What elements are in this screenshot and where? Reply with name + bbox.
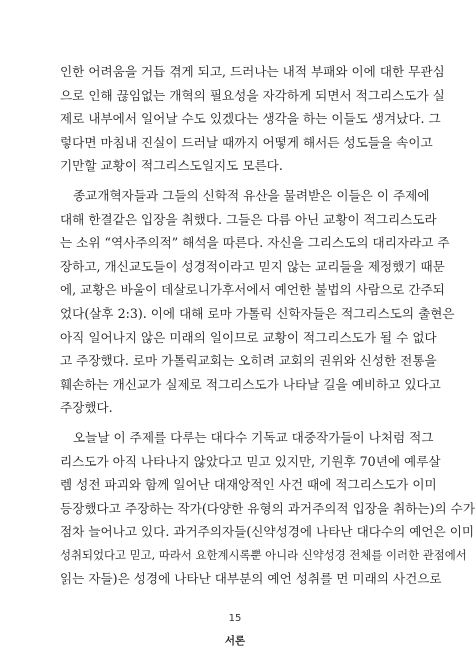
- text-line: 훼손하는 개신교가 실제로 적그리스도가 나타날 길을 예비하고 있다고: [60, 376, 441, 392]
- body-text: [60, 60, 475, 591]
- text-line: 장하고, 개신교도들이 성경적이라고 믿지 않는 교리들을 제정했기 때문: [60, 258, 445, 274]
- text-line: 점차 늘어나고 있다. 과거주의자들(신약성경에 나타난 대다수의 예언은 이미: [60, 524, 475, 540]
- text-line: 는 소위 “역사주의적” 해석을 따른다. 자신을 그리스도의 대리자라고 주: [60, 235, 450, 251]
- text-line: 렘 성전 파괴와 함께 일어난 대재앙적인 사건 때에 적그리스도가 이미: [60, 477, 437, 493]
- text-line: 리스도가 아직 나타나지 않았다고 믿고 있지만, 기원후 70년에 예루살: [60, 453, 441, 469]
- text-line: 었다(살후 2:3). 이에 대해 로마 가톨릭 신학자들은 적그리스도의 출현은: [60, 305, 455, 321]
- paragraph-1: [60, 60, 445, 178]
- text-line: 주장했다.: [60, 400, 113, 416]
- text-line: 등장했다고 주장하는 작가(다양한 유형의 과거주의적 입장을 취하는)의 수가: [60, 500, 475, 516]
- text-line: 인한 어려움을 거듭 겪게 되고, 드러나는 내적 부패와 이에 대한 무관심: [60, 64, 445, 79]
- text-line: 종교개혁자들과 그들의 신학적 유산을 물려받은 이들은 이 주제에: [73, 187, 430, 203]
- text-line: 오늘날 이 주제를 다루는 대다수 기독교 대중작가들이 나처럼 적그: [73, 429, 434, 445]
- paragraph-2: [60, 184, 455, 420]
- text-line: 에, 교황은 바울이 데살로니가후서에서 예언한 불법의 사람으로 간주되: [60, 282, 445, 298]
- text-line: 기만할 교황이 적그리스도일지도 모른다.: [60, 158, 283, 174]
- section-title-footer: 서론: [224, 635, 246, 647]
- text-line: 렇다면 마침내 진실이 드러날 때까지 어떻게 해서든 성도들을 속이고: [60, 134, 433, 150]
- text-line: 대해 한결같은 입장을 취했다. 그들은 다름 아닌 교황이 적그리스도라: [60, 211, 437, 227]
- text-line: 읽는 자들)은 성경에 나타난 대부분의 예언 성취를 먼 미래의 사건으로: [60, 571, 442, 587]
- text-line: 성취되었다고 믿고, 따라서 요한계시록뿐 아니라 신약성경 전체를 이러한 관점에서: [60, 547, 467, 562]
- text-line: 고 주장했다. 로마 가톨릭교회는 오히려 교회의 권위와 신성한 전통을: [60, 353, 437, 369]
- text-line: 아직 일어나지 않은 미래의 일이므로 교황이 적그리스도가 될 수 없다: [60, 329, 437, 345]
- paragraph-3: [60, 426, 475, 591]
- page-number: 15: [228, 613, 242, 624]
- text-line: 으로 인해 끊임없는 개혁의 필요성을 자각하게 되면서 적그리스도가 실: [60, 87, 445, 103]
- text-line: 제로 내부에서 일어날 수도 있겠다는 생각을 하는 이들도 생겨났다. 그: [60, 111, 441, 127]
